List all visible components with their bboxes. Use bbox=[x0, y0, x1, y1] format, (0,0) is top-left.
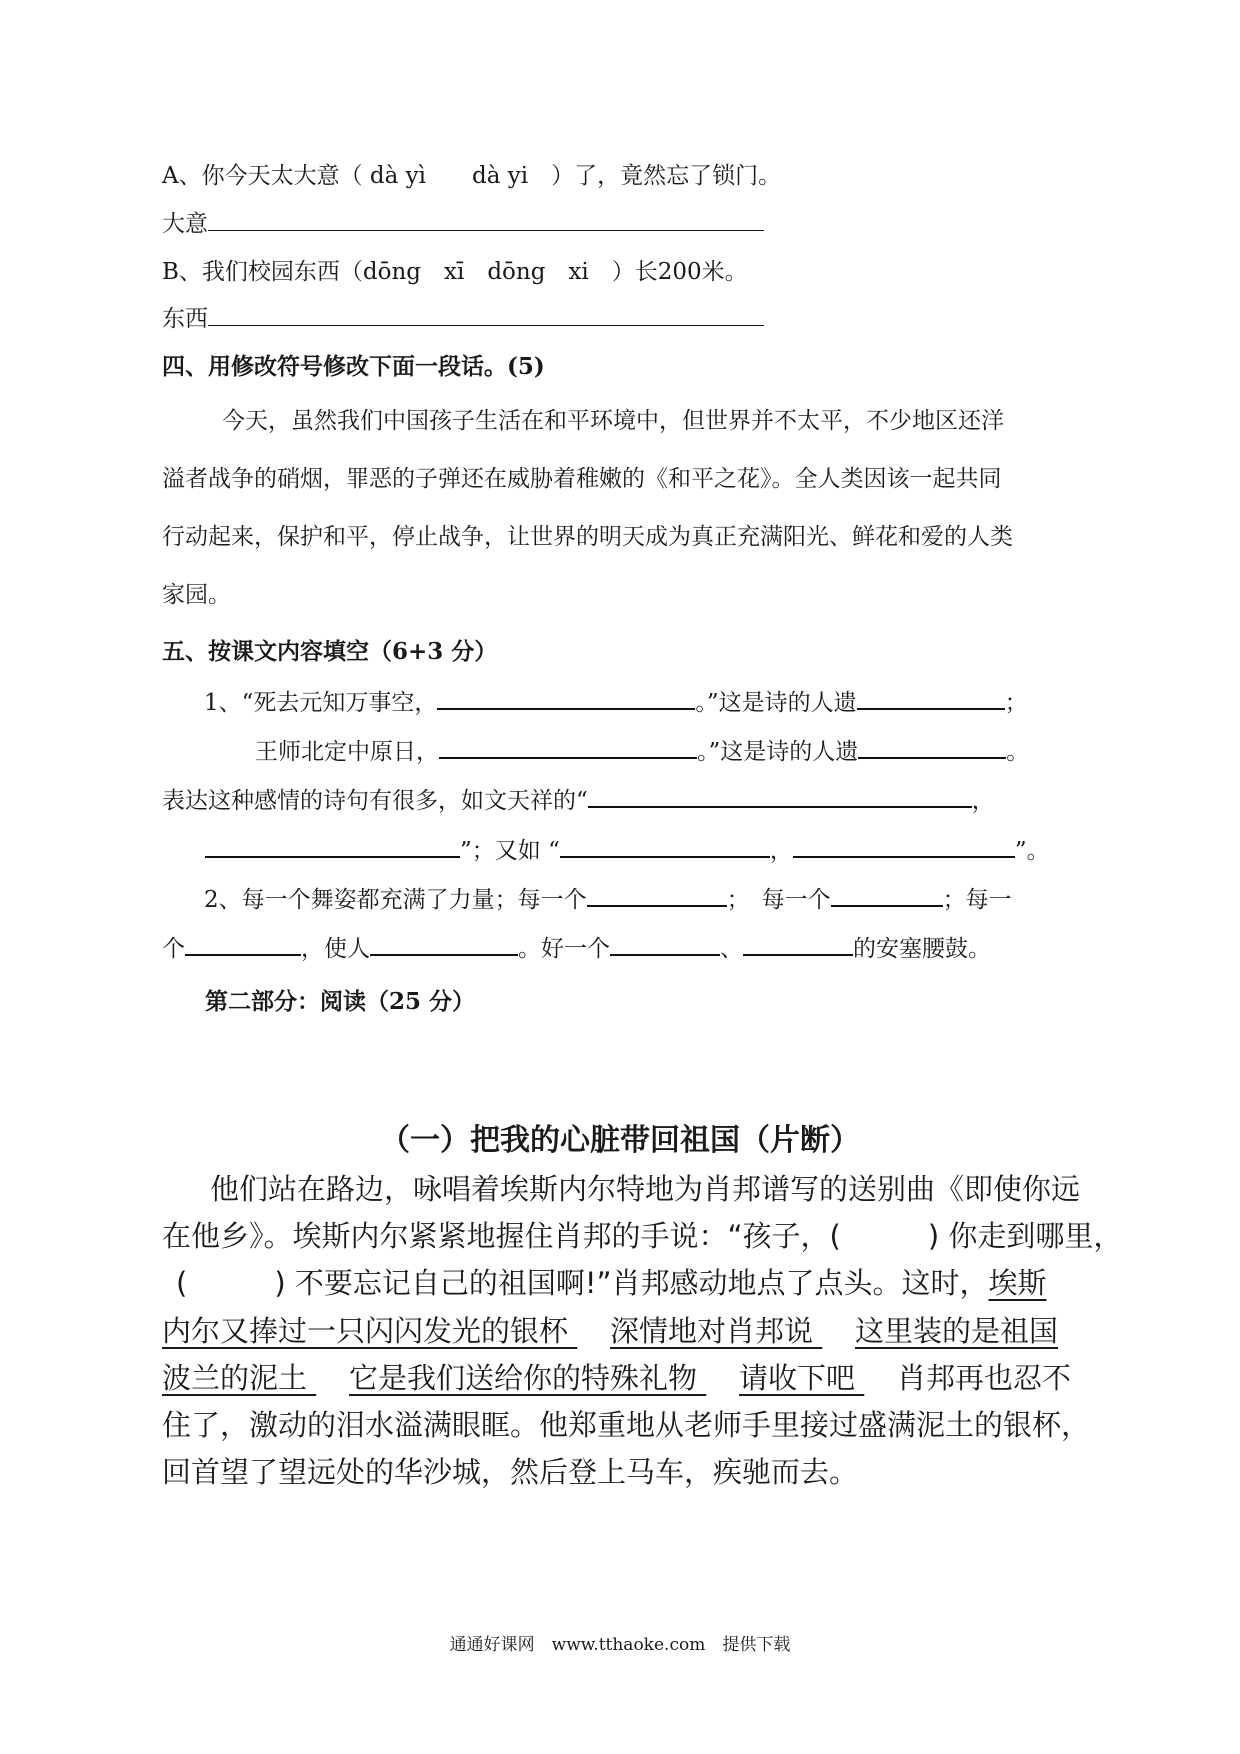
fill-blank[interactable] bbox=[857, 688, 1005, 710]
fill-blank[interactable] bbox=[793, 836, 1015, 858]
fill-text: ， bbox=[769, 838, 793, 864]
fill-text: 表达这种感情的诗句有很多，如文天祥的“ bbox=[162, 788, 588, 814]
reading-line-7: 回首望了望远处的华沙城，然后登上马车，疾驰而去。 bbox=[162, 1455, 859, 1489]
paragraph-line-4: 家园。 bbox=[162, 582, 231, 608]
underlined-text: 请收下吧 bbox=[739, 1361, 856, 1395]
fill-text: 。好一个 bbox=[518, 936, 610, 962]
part-2-heading: 第二部分：阅读（25 分） bbox=[205, 988, 476, 1015]
paragraph-line-3: 行动起来，保护和平，停止战争，让世界的明天成为真正充满阳光、鲜花和爱的人类 bbox=[162, 524, 1013, 550]
fill-text: ； bbox=[726, 887, 750, 913]
fill-text: 的安塞腰鼓。 bbox=[853, 936, 991, 962]
fill-text: ，使人 bbox=[301, 936, 370, 962]
fill-text: 。”这是诗的人遗 bbox=[697, 739, 859, 765]
question-b-line: B、我们校园东西（dōng xī dōng xi ）长200米。 bbox=[162, 259, 748, 285]
reading-line-1: 他们站在路边，咏唱着埃斯内尔特地为肖邦谱写的送别曲《即使你远 bbox=[210, 1172, 1081, 1206]
answer-a-row bbox=[162, 205, 764, 238]
section-5-heading: 五、按课文内容填空（6+3 分） bbox=[162, 638, 498, 665]
answer-b-blank[interactable] bbox=[208, 305, 764, 326]
fill-text: 。”这是诗的人遗 bbox=[695, 690, 857, 716]
fill-text: ”；又如 “ bbox=[460, 838, 560, 864]
answer-a-label: 大意 bbox=[162, 211, 208, 237]
fill-text: 王师北定中原日， bbox=[255, 739, 439, 765]
reading-line-5 bbox=[162, 1356, 1071, 1397]
underlined-text: 埃斯 bbox=[988, 1266, 1047, 1300]
underlined-text: 内尔又捧过一只闪闪发光的银杯 bbox=[162, 1314, 569, 1348]
fill-blank[interactable] bbox=[437, 688, 695, 710]
question-a-line: A、你今天太大意（ dà yì dà yi ）了，竟然忘了锁门。 bbox=[162, 163, 782, 189]
underlined-text: 这里装的是祖国 bbox=[855, 1314, 1059, 1348]
section-4-heading: 四、用修改符号修改下面一段话。(5) bbox=[162, 353, 545, 380]
fill-blank[interactable] bbox=[743, 934, 853, 956]
fill-blank[interactable] bbox=[439, 737, 697, 759]
reading-line-3 bbox=[176, 1261, 1047, 1302]
fill-row-3 bbox=[162, 782, 995, 815]
fill-blank[interactable] bbox=[858, 737, 1006, 759]
fill-text: 每一个 bbox=[761, 887, 831, 913]
fill-text: 个 bbox=[162, 936, 185, 962]
reading-line-2: 在他乡》。埃斯内尔紧紧地握住肖邦的手说：“孩子，( ) 你走到哪里， bbox=[162, 1219, 1123, 1253]
fill-blank[interactable] bbox=[205, 836, 460, 858]
fill-text: 。 bbox=[1006, 739, 1030, 765]
page-footer: 通通好课网 www.tthaoke.com 提供下载 bbox=[449, 1635, 791, 1655]
fill-blank[interactable] bbox=[185, 934, 301, 956]
fill-row-1 bbox=[204, 684, 1028, 717]
fill-blank[interactable] bbox=[831, 885, 943, 907]
fill-text: ”。 bbox=[1014, 838, 1050, 864]
fill-blank[interactable] bbox=[588, 786, 972, 808]
fill-blank[interactable] bbox=[587, 885, 727, 907]
answer-a-blank[interactable] bbox=[208, 210, 764, 231]
underlined-text: 它是我们送给你的特殊礼物 bbox=[349, 1361, 698, 1395]
underlined-text: 波兰的泥土 bbox=[162, 1361, 308, 1395]
fill-blank[interactable] bbox=[370, 934, 518, 956]
fill-row-5 bbox=[204, 881, 1012, 914]
reading-line-6: 住了，激动的泪水溢满眼眶。他郑重地从老师手里接过盛满泥土的银杯， bbox=[162, 1408, 1091, 1442]
answer-b-row bbox=[162, 300, 764, 333]
underlined-text: 深情地对肖邦说 bbox=[610, 1314, 814, 1348]
answer-b-label: 东西 bbox=[162, 306, 208, 332]
fill-text: ； bbox=[1004, 690, 1028, 716]
fill-blank[interactable] bbox=[610, 934, 720, 956]
paragraph-line-1: 今天，虽然我们中国孩子生活在和平环境中，但世界并不太平，不少地区还洋 bbox=[222, 408, 1004, 434]
reading-line-4 bbox=[162, 1309, 1058, 1350]
fill-text: 2、每一个舞姿都充满了力量；每一个 bbox=[204, 887, 587, 913]
fill-text: ， bbox=[971, 788, 995, 814]
reading-title: （一）把我的心脏带回祖国（片断） bbox=[380, 1123, 860, 1158]
fill-row-4 bbox=[205, 832, 1050, 865]
reading-text: 肖邦再也忍不 bbox=[897, 1361, 1072, 1395]
fill-blank[interactable] bbox=[560, 836, 770, 858]
fill-text: ；每一 bbox=[942, 887, 1012, 913]
fill-text: 、 bbox=[720, 936, 743, 962]
fill-row-2 bbox=[255, 733, 1029, 766]
reading-text: ( ) 不要忘记自己的祖国啊!”肖邦感动地点了点头。这时， bbox=[176, 1266, 989, 1300]
paragraph-line-2: 溢者战争的硝烟，罪恶的子弹还在威胁着稚嫩的《和平之花》。全人类因该一起共同 bbox=[162, 466, 1002, 492]
fill-text: 1、“死去元知万事空， bbox=[204, 690, 438, 716]
fill-row-6 bbox=[162, 930, 991, 963]
